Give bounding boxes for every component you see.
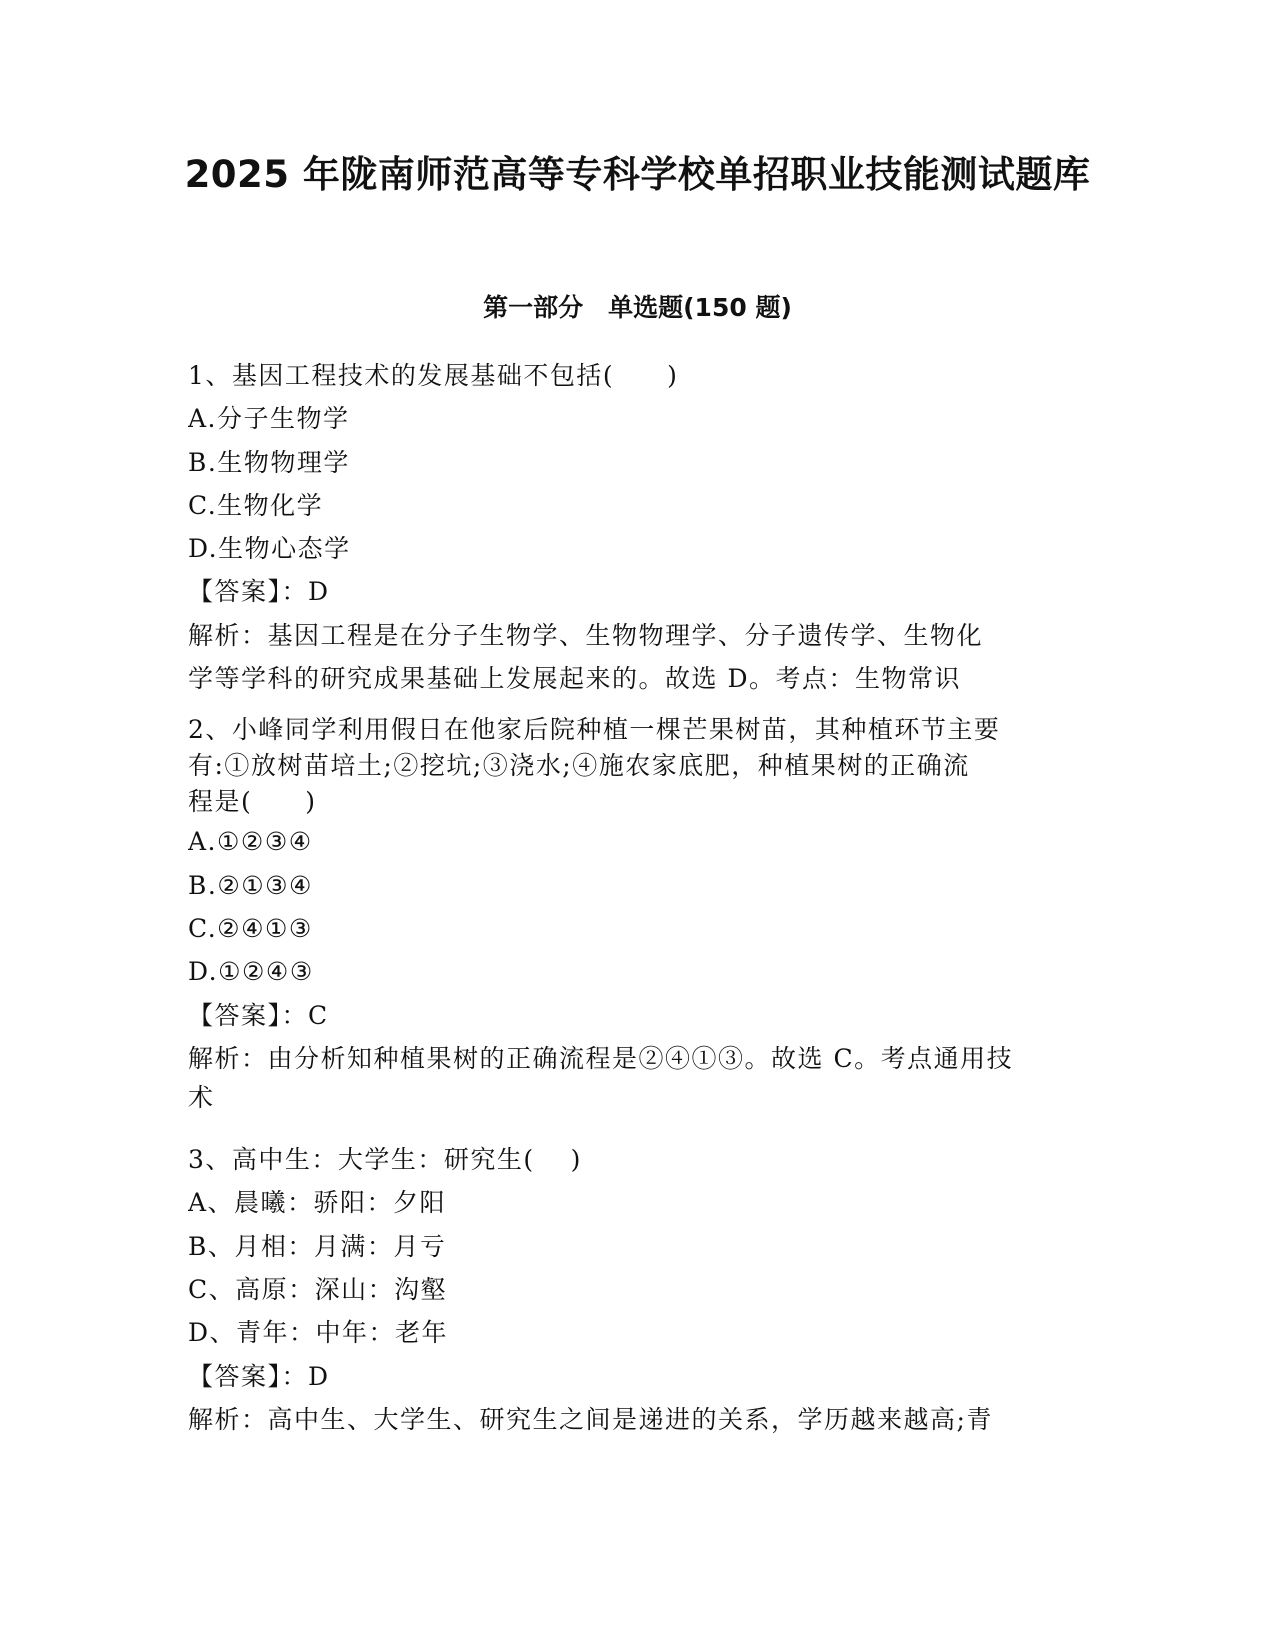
spacer <box>188 1116 1088 1138</box>
question-stem: 1、基因工程技术的发展基础不包括( ) <box>188 361 679 390</box>
analysis-line: 解析：由分析知种植果树的正确流程是②④①③。故选 C。考点通用技 <box>188 1043 1014 1073</box>
document-title: 2025 年陇南师范高等专科学校单招职业技能测试题库 <box>184 153 1091 196</box>
option-c: C.②④①③ <box>188 913 313 943</box>
option-b: B.②①③④ <box>188 870 313 900</box>
answer: 【答案】：D <box>188 1361 330 1391</box>
option-c: C、高原：深山：沟壑 <box>188 1275 448 1305</box>
question-stem: 有:①放树苗培土;②挖坑;③浇水;④施农家底肥，种植果树的正确流 <box>188 751 970 781</box>
option-d: D、青年：中年：老年 <box>188 1318 449 1348</box>
question-list <box>188 354 1088 1441</box>
option-d: D.①②④③ <box>188 957 314 987</box>
option-a: A.①②③④ <box>188 827 313 857</box>
analysis-line: 学等学科的研究成果基础上发展起来的。故选 D。考点：生物常识 <box>188 664 961 694</box>
section-title: 第一部分 单选题(150 题) <box>483 293 792 322</box>
answer: 【答案】：C <box>188 1000 329 1030</box>
analysis-line: 术 <box>188 1083 215 1113</box>
spacer <box>188 700 1088 712</box>
analysis-line: 解析：基因工程是在分子生物学、生物物理学、分子遗传学、生物化 <box>188 620 984 650</box>
question-stem: 程是( ) <box>188 787 317 817</box>
question-stem: 3、高中生：大学生：研究生( ) <box>188 1145 582 1175</box>
question-1 <box>188 354 1088 700</box>
option-a: A、晨曦：骄阳：夕阳 <box>188 1188 447 1218</box>
analysis-line: 解析：高中生、大学生、研究生之间是递进的关系，学历越来越高;青 <box>188 1404 993 1434</box>
question-2 <box>188 712 1088 1116</box>
option-a: A.分子生物学 <box>188 404 350 434</box>
option-b: B.生物物理学 <box>188 447 350 477</box>
question-stem: 2、小峰同学利用假日在他家后院种植一棵芒果树苗，其种植环节主要 <box>188 715 1001 745</box>
answer: 【答案】：D <box>188 577 330 607</box>
question-3 <box>188 1138 1088 1441</box>
option-b: B、月相：月满：月亏 <box>188 1231 447 1261</box>
option-c: C.生物化学 <box>188 490 324 520</box>
option-d: D.生物心态学 <box>188 534 351 564</box>
